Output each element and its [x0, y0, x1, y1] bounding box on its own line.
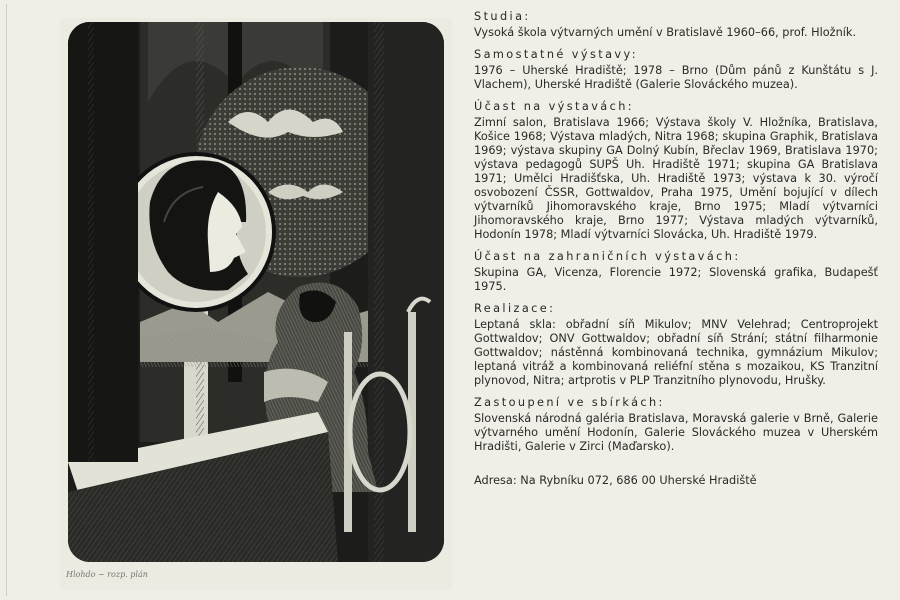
section-collections [474, 396, 878, 454]
section-realizations [474, 302, 878, 388]
section-heading: Samostatné výstavy: [474, 48, 638, 61]
etching-artwork-icon [68, 22, 444, 562]
section-studies [474, 10, 878, 40]
section-body: Leptaná skla: obřadní síň Mikulov; MNV Velehrad; Centroprojekt Gottwaldov; ONV Gottwaldov; obřadní síň Strání; státní filharmonie Gottwaldov; nástěnná kombinovaná technika, gymnázium Mikulov; leptaná vitráž a kombinovaná reliéfní stěna s mozaikou, KS Tranzitní plynovod, Nitra; artprotis v PLP Tranzitního plynovodu, Hrušky. [474, 318, 878, 387]
artist-signature: Hlohdo ~ rozp. plán [66, 570, 148, 579]
section-heading: Účast na zahraničních výstavách: [474, 250, 741, 263]
section-body: Skupina GA, Vicenza, Florencie 1972; Slovenská grafika, Budapešť 1975. [474, 266, 878, 293]
section-solo-exhibitions [474, 48, 878, 92]
section-heading: Zastoupení ve sbírkách: [474, 396, 665, 409]
section-group-exhibitions [474, 100, 878, 242]
section-heading: Realizace: [474, 302, 556, 315]
section-body: Slovenská národná galéria Bratislava, Moravská galerie v Brně, Galerie výtvarného umění Hodonín, Galerie Slováckého muzea v Uherském Hradišti, Galerie v Zirci (Maďarsko). [474, 412, 878, 453]
section-body: Zimní salon, Bratislava 1966; Výstava školy V. Hložníka, Bratislava, Košice 1968; Výstava mladých, Nitra 1968; skupina Graphik, Bratislava 1969; výstava skupiny GA Dolný Kubín, Břeclav 1969, Bratislava 1970; výstava pedagogů SUPŠ Uh. Hradiště 1971; skupina GA Bratislava 1971; Umělci Hradišťska, Uh. Hradiště 1973; výstava k 30. výročí osvobození ČSSR, Gottwaldov, Praha 1975, Umění bojující v dílech výtvarníků Jihomoravského kraje, Brno 1975; Mladí výtvarníci Jihomoravského kraje, Brno 1977; Výstava mladých výtvarníků, Hodonín 1978; Mladí výtvarníci Slovácka, Uh. Hradiště 1979. [474, 116, 878, 241]
artist-address: Adresa: Na Rybníku 072, 686 00 Uherské Hradiště [474, 474, 757, 487]
biography-column [474, 10, 878, 488]
section-heading: Studia: [474, 10, 531, 23]
section-body: Vysoká škola výtvarných umění v Bratislavě 1960–66, prof. Hložník. [474, 26, 857, 39]
artwork-panel [60, 18, 452, 590]
woman-portrait-medallion-icon [118, 154, 274, 310]
section-heading: Účast na výstavách: [474, 100, 634, 113]
section-body: 1976 – Uherské Hradiště; 1978 – Brno (Dům pánů z Kunštátu s J. Vlachem), Uherské Hradiště (Galerie Slováckého muzea). [474, 64, 878, 91]
section-foreign-exhibitions [474, 250, 878, 294]
